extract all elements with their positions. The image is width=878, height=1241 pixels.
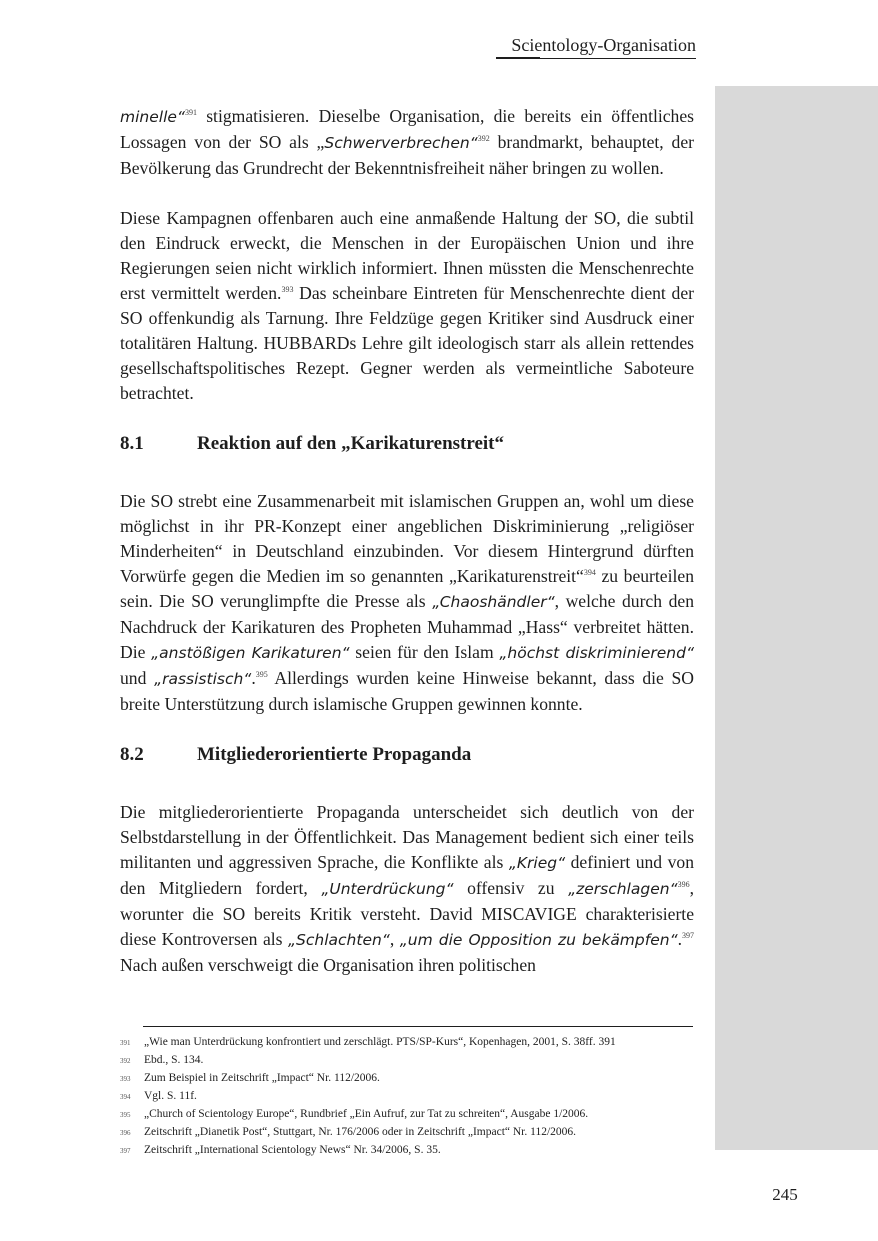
section-number: 8.1 — [120, 433, 144, 454]
text-span: Allerdings wurden keine Hinweise bekannt, dass die SO breite Unterstützung durch islamische Gruppen gewinnen konnte. — [120, 668, 694, 714]
footnote-text: Vgl. S. 11f. — [144, 1090, 197, 1102]
section-number: 8.2 — [120, 744, 144, 765]
paragraph-4 — [120, 800, 694, 978]
footnote-number: 394 — [120, 1093, 131, 1101]
text-span: seien für den Islam — [349, 642, 500, 662]
footnote-number: 392 — [120, 1057, 131, 1065]
quote-emphasis: „höchst diskriminierend“ — [499, 644, 694, 662]
quote-emphasis: Schwerverbrechen“ — [324, 134, 478, 152]
footnote-ref: 391 — [184, 108, 197, 118]
footnote-number: 393 — [120, 1075, 131, 1083]
text-span: offensiv zu — [453, 878, 569, 898]
text-span: stigmatisieren. Dieselbe Organisation, die bereits ein öffentliches Lossagen von der SO als „ — [120, 106, 694, 152]
header-rule-accent — [496, 57, 540, 59]
body-text — [120, 104, 694, 1003]
footnote-item — [120, 1070, 694, 1088]
text-span: , — [389, 929, 400, 949]
section-title: Reaktion auf den „Karikaturenstreit“ — [197, 433, 504, 454]
paragraph-1 — [120, 104, 694, 181]
section-heading-8-1 — [120, 431, 694, 456]
quote-emphasis: „Chaoshändler“ — [432, 593, 555, 611]
footnote-ref: 393 — [281, 285, 294, 295]
quote-emphasis: „um die Opposition zu bekämpfen“ — [399, 931, 678, 949]
text-span: definiert und von den Mitgliedern fordert, — [120, 852, 694, 898]
text-span: . — [677, 929, 683, 949]
paragraph-3 — [120, 489, 694, 717]
footnote-number: 397 — [120, 1147, 131, 1155]
text-span: Diese Kampagnen offenbaren auch eine anmaßende Haltung der SO, die subtil den Eindruck erweckt, die Menschen in der Europäischen Union und ihre Regierungen seien nicht wirklich informiert. Ihnen müssten die Menschenrechte erst vermittelt werden. — [120, 208, 694, 303]
text-span: Die SO strebt eine Zusammenarbeit mit islamischen Gruppen an, wohl um diese möglichst in ihr PR-Konzept einer angeblichen Diskriminierung „religiöser Minderheiten“ in Deutschland einzubinden. Vor diesem Hintergrund dürften Vorwürfe gegen die Medien im so genannten „Karikaturenstreit“ — [120, 491, 694, 586]
footnote-ref: 397 — [682, 931, 695, 941]
footnote-text: Zum Beispiel in Zeitschrift „Impact“ Nr. 112/2006. — [144, 1072, 380, 1084]
footnote-item — [120, 1088, 694, 1106]
quote-emphasis: „rassistisch“ — [154, 670, 252, 688]
footnote-item — [120, 1142, 694, 1160]
quote-emphasis: „zerschlagen“ — [568, 880, 678, 898]
footnote-text: Zeitschrift „International Scientology News“ Nr. 34/2006, S. 35. — [144, 1144, 441, 1156]
section-heading-8-2 — [120, 742, 694, 767]
text-span: Die mitgliederorientierte Propaganda unterscheidet sich deutlich von der Selbstdarstellung in der Öffentlichkeit. Das Management bedient sich einer teils militanten und aggressiven Sprache, die Konflikte als — [120, 802, 694, 872]
running-header: Scientology-Organisation — [511, 35, 696, 55]
footnote-number: 391 — [120, 1039, 131, 1047]
footnote-number: 396 — [120, 1129, 131, 1137]
footnote-ref: 396 — [677, 880, 690, 890]
footnote-item — [120, 1052, 694, 1070]
footnote-ref: 395 — [255, 670, 268, 680]
text-span: Das scheinbare Eintreten für Menschenrechte dient der SO offenkundig als Tarnung. Ihre Feldzüge gegen Kritiker sind Ausdruck einer totalitären Haltung. HUBBARDs Lehre gilt ideologisch starr als allein rettendes gesellschaftspolitisches Rezept. Gegner werden als vermeintliche Saboteure betrachtet. — [120, 283, 694, 403]
footnote-rule — [143, 1026, 693, 1027]
quote-emphasis: minelle“ — [120, 108, 185, 126]
text-span: , welche durch den Nachdruck der Karikaturen des Propheten Muhammad „Hass“ verbreitet hätten. Die — [120, 591, 694, 662]
footnotes — [120, 1034, 694, 1160]
section-title: Mitgliederorientierte Propaganda — [197, 744, 472, 765]
page-number: 245 — [772, 1185, 798, 1204]
footnote-item — [120, 1106, 694, 1124]
text-span: . — [251, 668, 256, 688]
text-span: brandmarkt, behauptet, der Bevölkerung das Grundrecht der Bekenntnisfreiheit näher bringen zu wollen. — [120, 132, 694, 178]
footnote-ref: 392 — [477, 134, 490, 144]
text-span: zu beurteilen sein. Die SO verunglimpfte die Presse als — [120, 566, 694, 611]
text-span: , worunter die SO bereits Kritik versteht. David MISCAVIGE charakterisierte diese Kontroversen als — [120, 878, 694, 949]
quote-emphasis: „Krieg“ — [508, 854, 566, 872]
text-span: Nach außen verschweigt die Organisation ihren politischen — [120, 955, 536, 975]
quote-emphasis: „Unterdrückung“ — [321, 880, 454, 898]
footnote-ref: 394 — [583, 568, 596, 578]
footnote-item — [120, 1124, 694, 1142]
footnote-item — [120, 1034, 694, 1052]
footnote-text: „Church of Scientology Europe“, Rundbrief „Ein Aufruf, zur Tat zu schreiten“, Ausgabe 1/2006. — [144, 1108, 589, 1120]
footnote-number: 395 — [120, 1111, 131, 1119]
quote-emphasis: „Schlachten“ — [288, 931, 390, 949]
margin-sidebar — [715, 86, 878, 1150]
paragraph-2 — [120, 206, 694, 406]
text-span: und — [120, 668, 155, 688]
footnote-text: „Wie man Unterdrückung konfrontiert und zerschlägt. PTS/SP-Kurs“, Kopenhagen, 2001, S. 38ff. 391 — [144, 1036, 616, 1048]
quote-emphasis: „anstößigen Karikaturen“ — [151, 644, 350, 662]
footnote-text: Ebd., S. 134. — [144, 1054, 204, 1066]
footnote-text: Zeitschrift „Dianetik Post“, Stuttgart, Nr. 176/2006 oder in Zeitschrift „Impact“ Nr. 112/2006. — [144, 1126, 577, 1138]
